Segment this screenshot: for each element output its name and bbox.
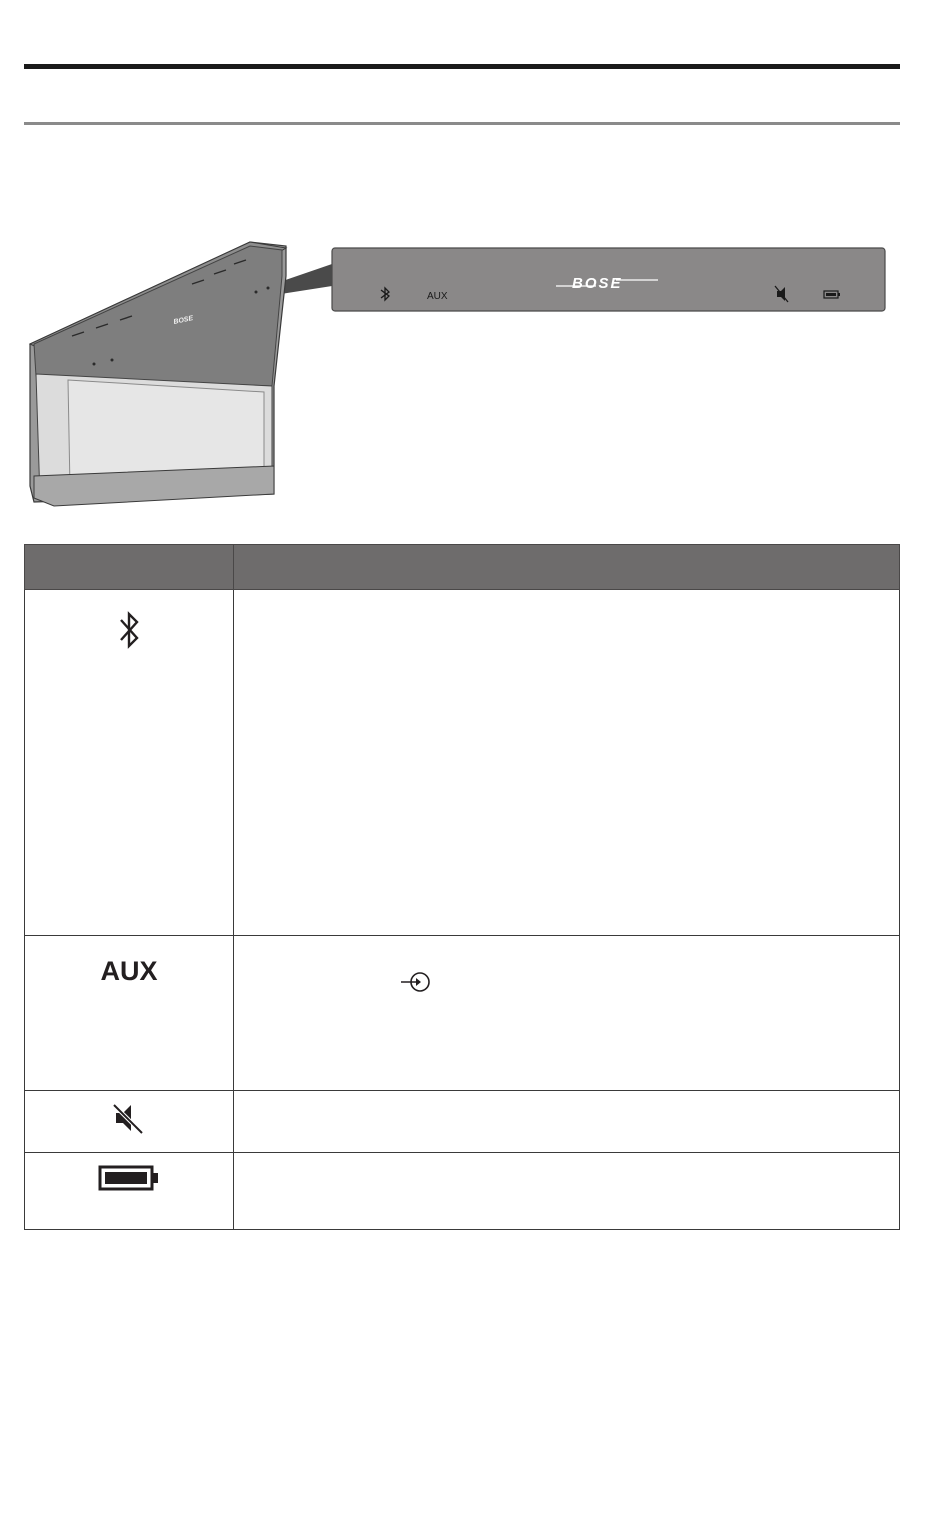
header-cell [25, 545, 234, 590]
panel-aux-label: AUX [427, 291, 448, 302]
row-description [234, 1153, 900, 1230]
aux-label: AUX [100, 956, 158, 986]
table-row [25, 936, 900, 1091]
battery-icon [98, 1165, 160, 1196]
mute-icon [112, 1101, 146, 1140]
row-description [234, 1091, 900, 1153]
speaker-illustration [24, 236, 900, 516]
section-rule [24, 122, 900, 125]
row-description [234, 936, 900, 1091]
header-cell [234, 545, 900, 590]
bluetooth-icon [117, 610, 141, 655]
aux-input-icon [399, 970, 433, 999]
zoomed-panel [332, 248, 885, 311]
table-row [25, 590, 900, 936]
indicator-table [24, 544, 900, 1230]
table-row [25, 1153, 900, 1230]
top-rule [24, 64, 900, 69]
row-description [234, 590, 900, 936]
svg-text:BOSE: BOSE [172, 314, 194, 326]
panel-logo-text: BOSE [572, 275, 623, 292]
table-header-row [25, 545, 900, 590]
table-row [25, 1091, 900, 1153]
speaker-body [30, 242, 286, 506]
